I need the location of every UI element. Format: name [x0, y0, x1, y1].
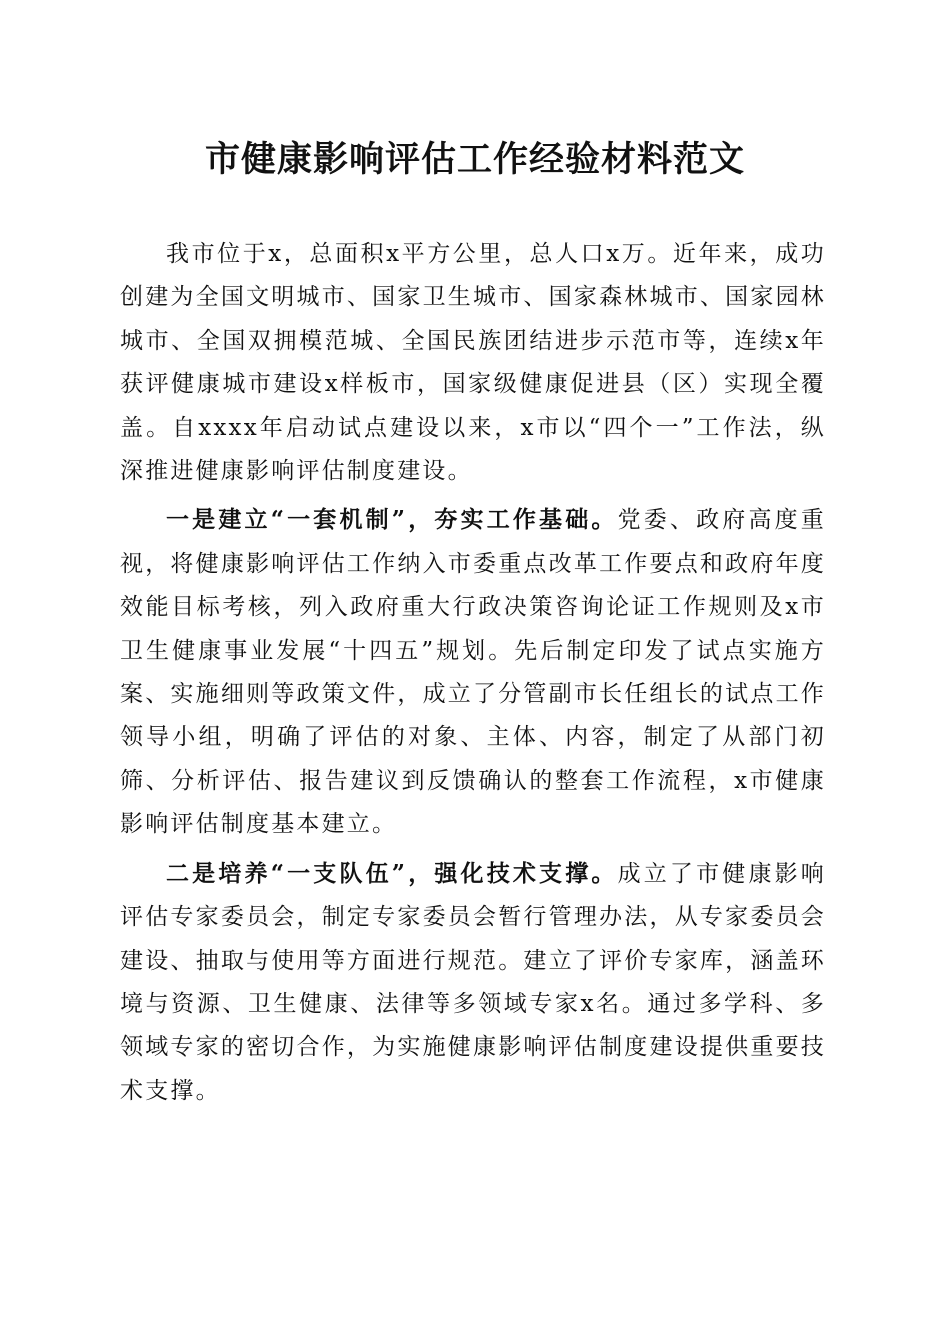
document-body — [120, 232, 826, 1113]
paragraph-lead: 一是建立“一套机制”，夯实工作基础。 — [166, 506, 618, 534]
document-title: 市健康影响评估工作经验材料范文 — [204, 139, 745, 180]
paragraph-text: 党委、政府高度重视，将健康影响评估工作纳入市委重点改革工作要点和政府年度效能目标考核，列入政府重大行政决策咨询论证工作规则及x市卫生健康事业发展“十四五”规划。先后制定印发了试点实施方案、实施细则等政策文件，成立了分管副市长任组长的试点工作领导小组，明确了评估的对象、主体、内容，制定了从部门初筛、分析评估、报告建议到反馈确认的整套工作流程，x市健康影响评估制度基本建立。 — [120, 507, 826, 838]
paragraph-text: 成立了市健康影响评估专家委员会，制定专家委员会暂行管理办法，从专家委员会建设、抽取与使用等方面进行规范。建立了评价专家库，涵盖环境与资源、卫生健康、法律等多领域专家x名。通过多学科、多领域专家的密切合作，为实施健康影响评估制度建设提供重要技术支撑。 — [120, 860, 826, 1104]
paragraph-lead: 二是培养“一支队伍”，强化技术支撑。 — [166, 859, 618, 887]
paragraph-intro — [120, 232, 826, 493]
paragraph-text: 我市位于x，总面积x平方公里，总人口x万。近年来，成功创建为全国文明城市、国家卫生城市、国家森林城市、国家园林城市、全国双拥模范城、全国民族团结进步示范市等，连续x年获评健康城市建设x样板市，国家级健康促进县（区）实现全覆盖。自xxxx年启动试点建设以来，x市以“四个一”工作法，纵深推进健康影响评估制度建设。 — [120, 241, 826, 485]
paragraph-team — [120, 852, 826, 1113]
paragraph-mechanism — [120, 498, 826, 846]
